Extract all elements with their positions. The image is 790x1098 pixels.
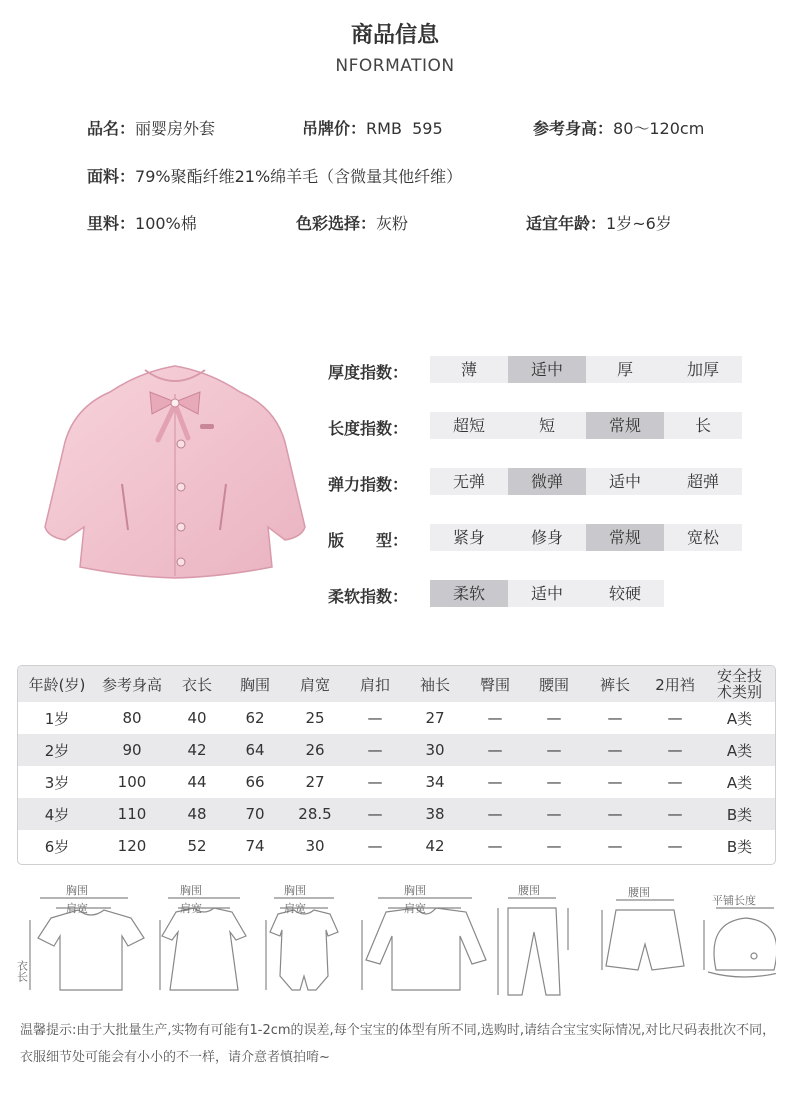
- header-dual-crotch: 2用裆: [646, 666, 704, 702]
- table-cell: 3岁: [44, 773, 70, 792]
- header-sleeve: 袖长: [404, 666, 466, 702]
- softness-option-selected: 柔软: [430, 580, 508, 607]
- chest-label-1: 胸围: [66, 884, 88, 897]
- table-cell: —: [367, 773, 383, 791]
- measurement-diagrams: [16, 880, 776, 1010]
- chest-label-4: 胸围: [404, 884, 426, 897]
- lining: [87, 211, 197, 234]
- shoulder-label-1: 肩宽: [66, 902, 88, 915]
- table-cell: —: [546, 773, 562, 791]
- table-cell: 120: [117, 837, 147, 855]
- table-cell: —: [607, 773, 623, 791]
- thickness-option: 厚: [616, 360, 633, 379]
- table-cell: —: [466, 798, 524, 830]
- product-name-label: 品名：: [87, 119, 136, 138]
- table-cell: —: [584, 798, 646, 830]
- table-cell: 100: [117, 773, 147, 791]
- table-cell: 74: [245, 837, 265, 855]
- fabric: [87, 164, 462, 187]
- height-value: 80～120cm: [613, 119, 705, 138]
- table-cell: —: [524, 798, 584, 830]
- table-cell: —: [487, 709, 503, 727]
- table-row: [18, 798, 775, 830]
- length-index-label: 长度指数：: [328, 419, 409, 438]
- table-cell: —: [667, 773, 683, 791]
- product-name-value: 丽婴房外套: [135, 119, 216, 138]
- fit-index-bar: [430, 524, 742, 551]
- table-cell: —: [487, 837, 503, 855]
- size-table: [17, 665, 776, 865]
- table-header-row: [18, 666, 775, 702]
- table-cell: 2岁: [18, 734, 96, 766]
- table-cell: —: [607, 709, 623, 727]
- header-safety-line1: 安全技: [716, 667, 762, 685]
- length-option: 长: [694, 416, 711, 435]
- table-cell: —: [607, 837, 623, 855]
- table-cell: —: [367, 837, 383, 855]
- thickness-index-bar: [430, 356, 742, 383]
- table-cell: —: [667, 709, 683, 727]
- fabric-label: 面料：: [87, 167, 136, 186]
- fabric-value: 79%聚酯纤维21%绵羊毛（含微量其他纤维）: [135, 167, 463, 186]
- table-cell: —: [667, 837, 683, 855]
- table-cell: 42: [425, 837, 445, 855]
- length-label-1: 衣长: [16, 960, 29, 982]
- header-shoulder: 肩宽: [284, 666, 346, 702]
- table-cell: —: [546, 709, 562, 727]
- table-cell: —: [646, 734, 704, 766]
- table-cell: 80: [122, 709, 142, 727]
- elasticity-option: 超弹: [686, 472, 719, 491]
- header-waist: 腰围: [524, 666, 584, 702]
- thickness-option: 薄: [460, 360, 477, 379]
- product-name: [87, 116, 215, 139]
- table-cell: 1岁: [44, 709, 70, 728]
- age-value: 1岁~6岁: [606, 214, 672, 233]
- elasticity-option: 适中: [608, 472, 641, 491]
- table-cell: —: [487, 773, 503, 791]
- softness-option: 较硬: [608, 584, 641, 603]
- table-cell: —: [584, 734, 646, 766]
- suitable-age: [526, 211, 672, 234]
- length-option: 短: [538, 416, 555, 435]
- waist-label-2: 腰围: [628, 886, 650, 899]
- color-label: 色彩选择：: [296, 214, 377, 233]
- table-cell: A类: [726, 709, 753, 728]
- table-cell: 64: [226, 734, 284, 766]
- color-value: 灰粉: [376, 214, 409, 233]
- fit-option: 紧身: [452, 528, 485, 547]
- table-cell: 38: [404, 798, 466, 830]
- section-subtitle: NFORMATION: [335, 56, 455, 76]
- header-chest: 胸围: [226, 666, 284, 702]
- table-row: [18, 766, 775, 798]
- table-cell: 4岁: [18, 798, 96, 830]
- age-label: 适宜年龄：: [526, 214, 607, 233]
- section-title: 商品信息: [350, 23, 439, 48]
- table-cell: A类: [726, 773, 753, 792]
- header-shoulder-button: 肩扣: [346, 666, 404, 702]
- table-cell: 62: [245, 709, 265, 727]
- length-option-selected: 常规: [586, 412, 664, 439]
- header-hip: 臀围: [466, 666, 524, 702]
- table-row: [18, 830, 775, 862]
- table-cell: —: [466, 734, 524, 766]
- fit-index-label: 版 型：: [328, 531, 409, 550]
- table-cell: 26: [284, 734, 346, 766]
- softness-option: 适中: [530, 584, 563, 603]
- table-cell: —: [524, 734, 584, 766]
- length-option: 超短: [452, 416, 485, 435]
- color-choice: [296, 211, 408, 234]
- shoulder-label-4: 肩宽: [404, 902, 426, 915]
- length-index-bar: [430, 412, 742, 439]
- waist-label-1: 腰围: [518, 884, 540, 897]
- fit-option-selected: 常规: [586, 524, 664, 551]
- chest-label-2: 胸围: [180, 884, 202, 897]
- fit-option: 宽松: [686, 528, 719, 547]
- table-cell: 6岁: [44, 837, 70, 856]
- header-safety-line2: 术类别: [716, 683, 762, 701]
- table-cell: 34: [425, 773, 445, 791]
- elasticity-option-selected: 微弹: [508, 468, 586, 495]
- price-value: RMB 595: [366, 119, 443, 138]
- thickness-option: 加厚: [686, 360, 719, 379]
- header-height: 参考身高: [96, 666, 168, 702]
- table-cell: 52: [187, 837, 207, 855]
- softness-index-bar: [430, 580, 664, 607]
- shoulder-label-2: 肩宽: [180, 902, 202, 915]
- header-safety-category: [704, 666, 775, 702]
- pink-coat-image: [40, 352, 310, 582]
- reference-height: [533, 116, 704, 139]
- elasticity-index-bar: [430, 468, 742, 495]
- table-cell: 48: [168, 798, 226, 830]
- table-row: [18, 702, 775, 734]
- softness-index-label: 柔软指数：: [328, 587, 409, 606]
- table-cell: A类: [704, 734, 775, 766]
- table-cell: 42: [168, 734, 226, 766]
- table-cell: 25: [305, 709, 325, 727]
- table-cell: 40: [187, 709, 207, 727]
- fit-option: 修身: [530, 528, 563, 547]
- thickness-option-selected: 适中: [508, 356, 586, 383]
- price-label: 吊牌价：: [302, 119, 367, 138]
- table-cell: 110: [96, 798, 168, 830]
- elasticity-option: 无弹: [452, 472, 485, 491]
- table-cell: —: [646, 798, 704, 830]
- table-cell: 27: [425, 709, 445, 727]
- height-label: 参考身高：: [533, 119, 614, 138]
- warm-tip: 温馨提示:由于大批量生产,实物有可能有1-2cm的误差,每个宝宝的体型有所不同,选购时,请结合宝宝实际情况,对比尺码表批次不同，衣服细节处可能会有小小的不一样，请介意者慎拍唷~: [20, 1023, 776, 1065]
- product-price: [302, 116, 443, 139]
- thickness-index-label: 厚度指数：: [328, 363, 409, 382]
- table-cell: 30: [305, 837, 325, 855]
- table-cell: 70: [226, 798, 284, 830]
- table-cell: B类: [704, 798, 775, 830]
- table-cell: 30: [404, 734, 466, 766]
- table-cell: 28.5: [284, 798, 346, 830]
- elasticity-index-label: 弹力指数：: [328, 475, 409, 494]
- table-cell: —: [346, 798, 404, 830]
- lining-value: 100%棉: [135, 214, 197, 233]
- header-pants-length: 裤长: [584, 666, 646, 702]
- header-length: 衣长: [168, 666, 226, 702]
- table-cell: —: [367, 709, 383, 727]
- chest-label-3: 胸围: [284, 884, 306, 897]
- flat-length-label: 平铺长度: [712, 894, 756, 907]
- table-cell: 66: [245, 773, 265, 791]
- lining-label: 里料：: [87, 214, 136, 233]
- table-cell: 90: [96, 734, 168, 766]
- table-cell: 44: [187, 773, 207, 791]
- table-cell: —: [346, 734, 404, 766]
- table-cell: 27: [305, 773, 325, 791]
- shoulder-label-3: 肩宽: [284, 902, 306, 915]
- table-cell: B类: [726, 837, 753, 856]
- header-age: 年龄(岁): [18, 666, 96, 702]
- table-cell: —: [546, 837, 562, 855]
- table-row: [18, 734, 775, 766]
